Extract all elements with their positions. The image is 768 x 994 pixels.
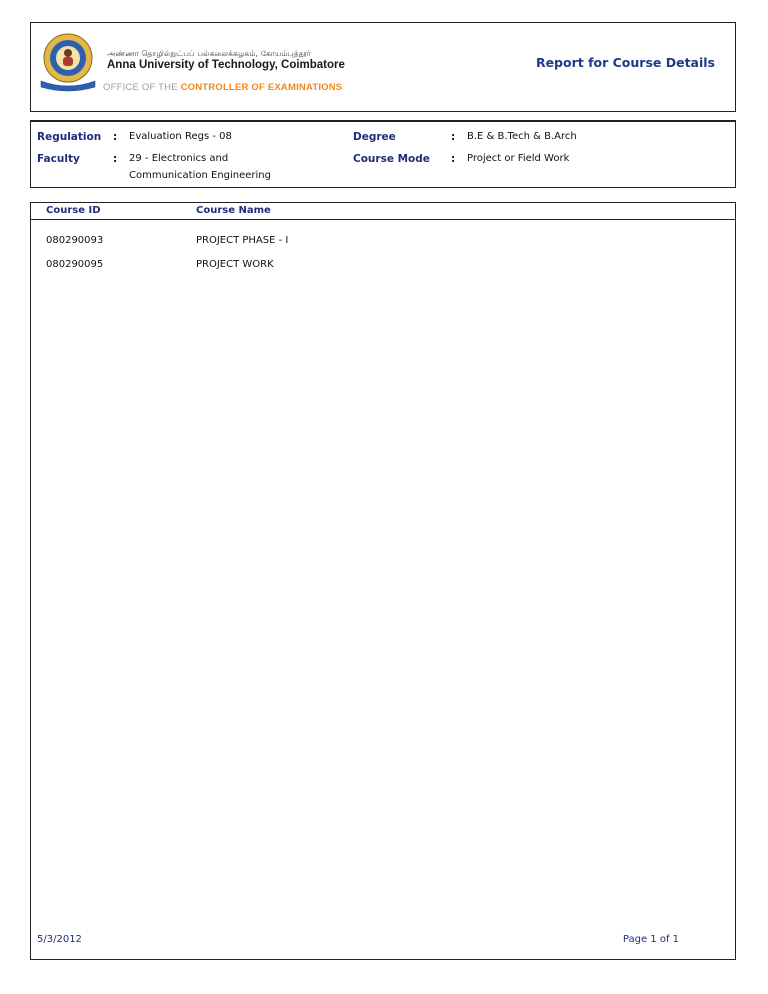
office-prefix: OFFICE OF THE xyxy=(103,82,178,93)
office-title xyxy=(103,82,342,93)
course-mode-label: Course Mode xyxy=(353,153,430,165)
faculty-value-line2: Communication Engineering xyxy=(129,170,271,181)
course-id-cell: 080290093 xyxy=(46,235,104,246)
regulation-value: Evaluation Regs - 08 xyxy=(129,131,232,142)
degree-colon: : xyxy=(451,131,456,143)
office-suffix: CONTROLLER OF EXAMINATIONS xyxy=(180,82,343,93)
course-mode-colon: : xyxy=(451,153,456,165)
regulation-colon: : xyxy=(113,131,118,143)
column-header-course-name: Course Name xyxy=(196,205,271,216)
course-mode-value: Project or Field Work xyxy=(467,153,570,164)
course-name-cell: PROJECT PHASE - I xyxy=(196,235,289,246)
degree-value: B.E & B.Tech & B.Arch xyxy=(467,131,577,142)
university-logo xyxy=(37,31,99,93)
course-info-section xyxy=(30,120,736,188)
report-date: 5/3/2012 xyxy=(37,934,82,945)
faculty-value-line1: 29 - Electronics and xyxy=(129,153,229,164)
faculty-label: Faculty xyxy=(37,153,80,165)
degree-label: Degree xyxy=(353,131,396,143)
report-header xyxy=(30,22,736,112)
university-name: Anna University of Technology, Coimbatore xyxy=(107,59,345,71)
course-name-cell: PROJECT WORK xyxy=(196,259,274,270)
page-number: Page 1 of 1 xyxy=(622,934,679,945)
tamil-university-name: அண்ணா தொழில்நுட்பப் பல்கலைக்கழகம், கோயம்புத்தூர் xyxy=(107,49,311,58)
faculty-colon: : xyxy=(113,153,118,165)
report-title: Report for Course Details xyxy=(535,55,715,70)
table-header-row xyxy=(31,203,735,220)
course-table xyxy=(30,202,736,960)
course-id-cell: 080290095 xyxy=(46,259,104,270)
column-header-course-id: Course ID xyxy=(46,205,101,216)
regulation-label: Regulation xyxy=(37,131,102,143)
